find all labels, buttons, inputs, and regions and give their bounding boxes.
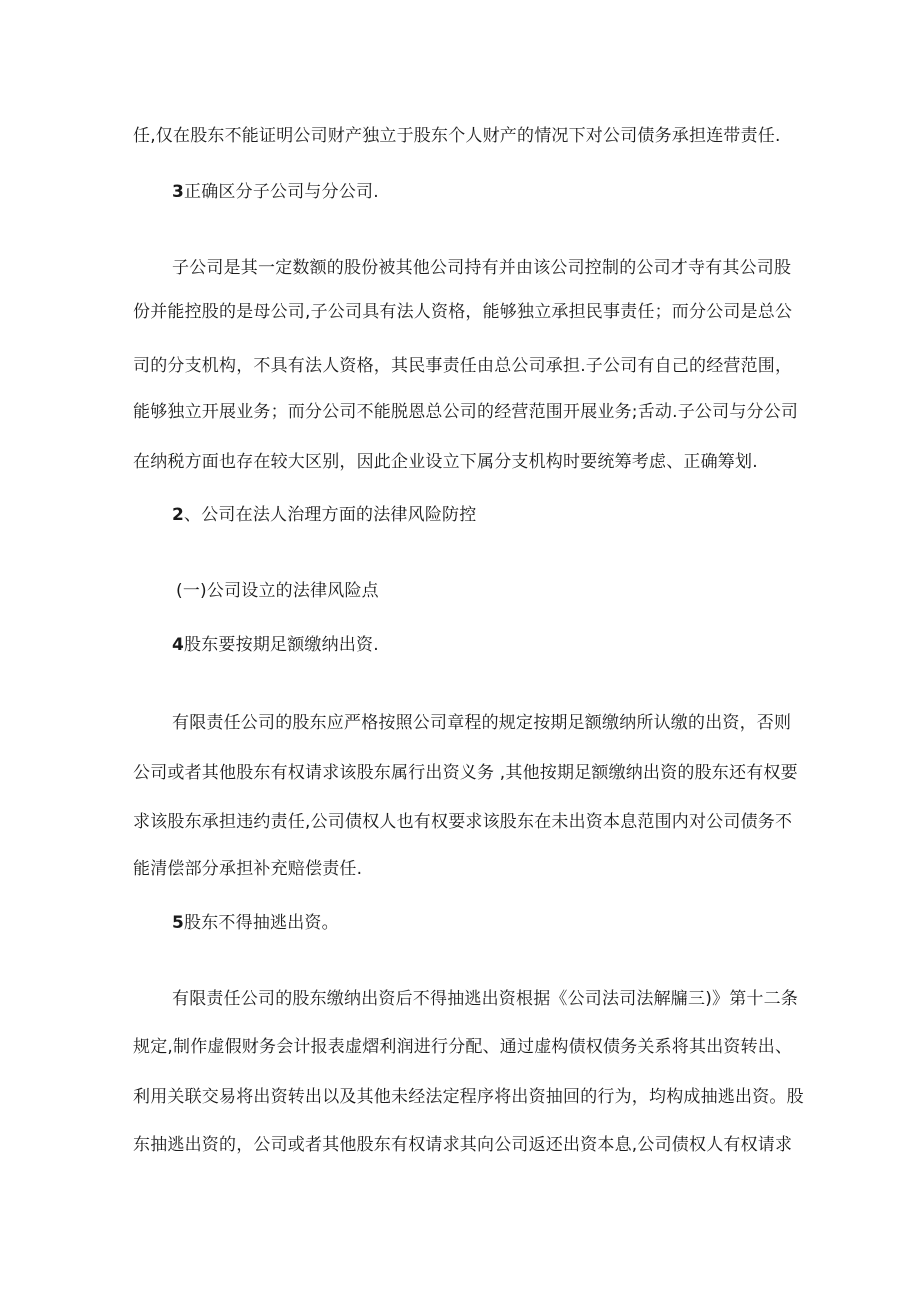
paragraph-line: 能够独立开展业务；而分公司不能脱恩总公司的经营范围开展业务;舌动.子公司与分公司 <box>133 402 799 422</box>
heading-text: 正确区分子公司与分公司. <box>184 182 379 202</box>
paragraph-line: 能清偿部分承担补充赔偿责任. <box>133 859 363 879</box>
paragraph-line: 在纳税方面也存在较大区别，因此企业设立下属分支机构时要统筹考虑、正确筹划. <box>133 452 758 472</box>
paragraph-line: 公司或者其他股东有权请求该股东属行出资义务 ,其他按期足额缴纳出资的股东还有权要 <box>133 763 798 783</box>
heading-number: 2 <box>172 505 185 525</box>
heading-number: 3 <box>172 182 185 202</box>
heading-text: 股东要按期足额缴纳出资. <box>184 635 379 655</box>
section-heading-3 <box>172 180 379 204</box>
paragraph-line: 份并能控股的是母公司,子公司具有法人资格，能够独立承担民事责任；而分公司是总公 <box>133 302 793 322</box>
heading-number: 5 <box>172 913 185 933</box>
paragraph-line: 利用关联交易将出资转出以及其他未经法定程序将出资抽回的行为，均构成抽逃出资。股 <box>133 1087 804 1107</box>
paragraph-line: 子公司是其一定数额的股份被其他公司持有并由该公司控制的公司才寺有其公司股 <box>172 258 792 278</box>
paragraph-line: 有限责任公司的股东应严格按照公司章程的规定按期足额缴纳所认缴的出资，否则 <box>172 713 792 733</box>
paragraph-line: 求该股东承担违约责任,公司债权人也有权要求该股东在未出资本息范围内对公司债务不 <box>133 812 793 832</box>
heading-number: 4 <box>172 635 185 655</box>
paragraph-line: 司的分支机构，不具有法人资格，其民事责任由总公司承担.子公司有自己的经营范围， <box>133 356 793 376</box>
paragraph-line: 任,仅在股东不能证明公司财产独立于股东个人财产的情况下对公司债务承担连带责任. <box>133 126 781 146</box>
paragraph-line: 东抽逃出资的，公司或者其他股东有权请求其向公司返还出资本息,公司债权人有权请求 <box>133 1135 793 1155</box>
section-heading-2 <box>172 503 476 527</box>
paragraph-line: 有限责任公司的股东缴纳出资后不得抽逃出资根据《公司法司法解牖三)》第十二条 <box>172 989 799 1009</box>
heading-text: 股东不得抽逃出资。 <box>184 913 339 933</box>
subheading: (一)公司设立的法律风险点 <box>176 581 379 601</box>
section-heading-4 <box>172 633 379 657</box>
heading-text: 、公司在法人治理方面的法律风险防控 <box>184 505 477 525</box>
paragraph-line: 规定,制作虚假财务会计报表虚熠利润进行分配、通过虚构债权债务关系将其出资转出、 <box>133 1037 793 1057</box>
section-heading-5 <box>172 911 339 935</box>
